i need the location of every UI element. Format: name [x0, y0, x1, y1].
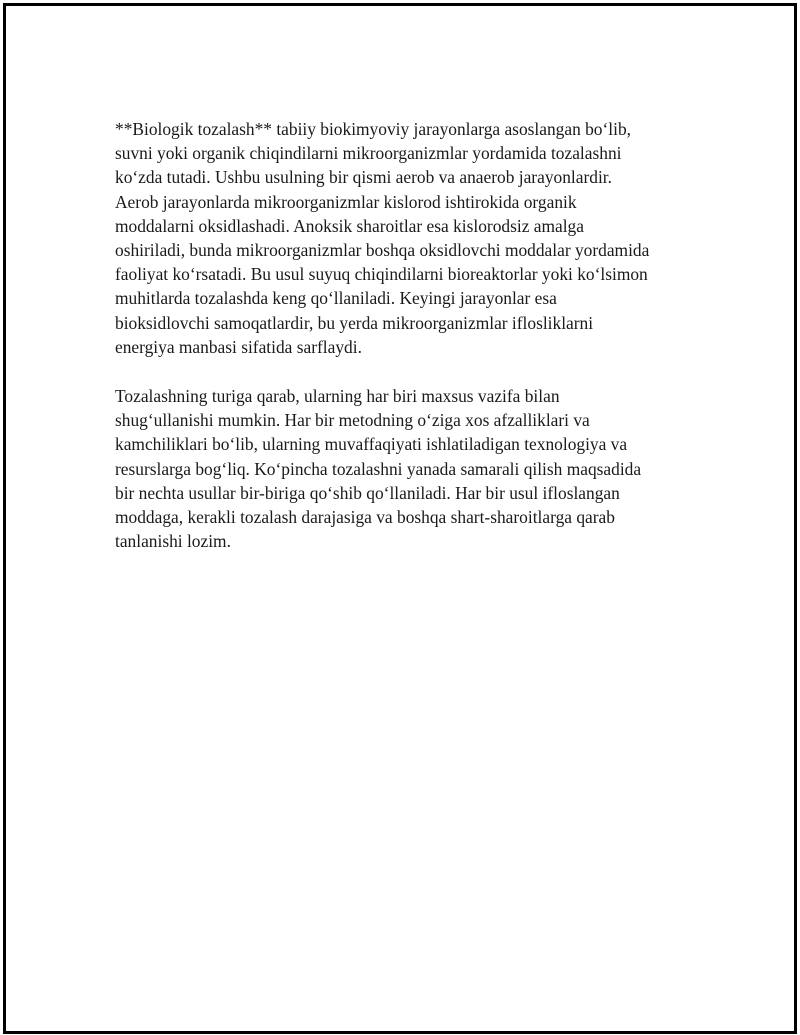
paragraph-biological-treatment: **Biologik tozalash** tabiiy biokimyoviy jarayonlarga asoslangan bo‘lib, suvni yoki organik chiqindilarni mikroorganizmlar yordamida tozalashni ko‘zda tutadi. Ushbu usulning bir qismi aerob va anaerob jarayonlardir. Aerob jarayonlarda mikroorganizmlar kislorod ishtirokida organik moddalarni oksidlashadi. Anoksik sharoitlar esa kislorodsiz amalga oshiriladi, bunda mikroorganizmlar boshqa oksidlovchi moddalar yordamida faoliyat ko‘rsatadi. Bu usul suyuq chiqindilarni bioreaktorlar yoki ko‘lsimon muhitlarda tozalashda keng qo‘llaniladi. Keyingi jarayonlar esa bioksidlovchi samoqatlardir, bu yerda mikroorganizmlar iflosliklarni energiya manbasi sifatida sarflaydi. [115, 119, 650, 357]
paragraph-treatment-types: Tozalashning turiga qarab, ularning har biri maxsus vazifa bilan shug‘ullanishi mumkin. Har bir metodning o‘ziga xos afzalliklari va kamchiliklari bo‘lib, ularning muvaffaqiyati ishlatiladigan texnologiya va resurslarga bog‘liq. Ko‘pincha tozalashni yanada samarali qilish maqsadida bir nechta usullar bir-biriga qo‘shib qo‘llaniladi. Har bir usul ifloslangan moddaga, kerakli tozalash darajasiga va boshqa shart-sharoitlarga qarab tanlanishi lozim. [115, 386, 642, 552]
document-body [115, 117, 695, 553]
